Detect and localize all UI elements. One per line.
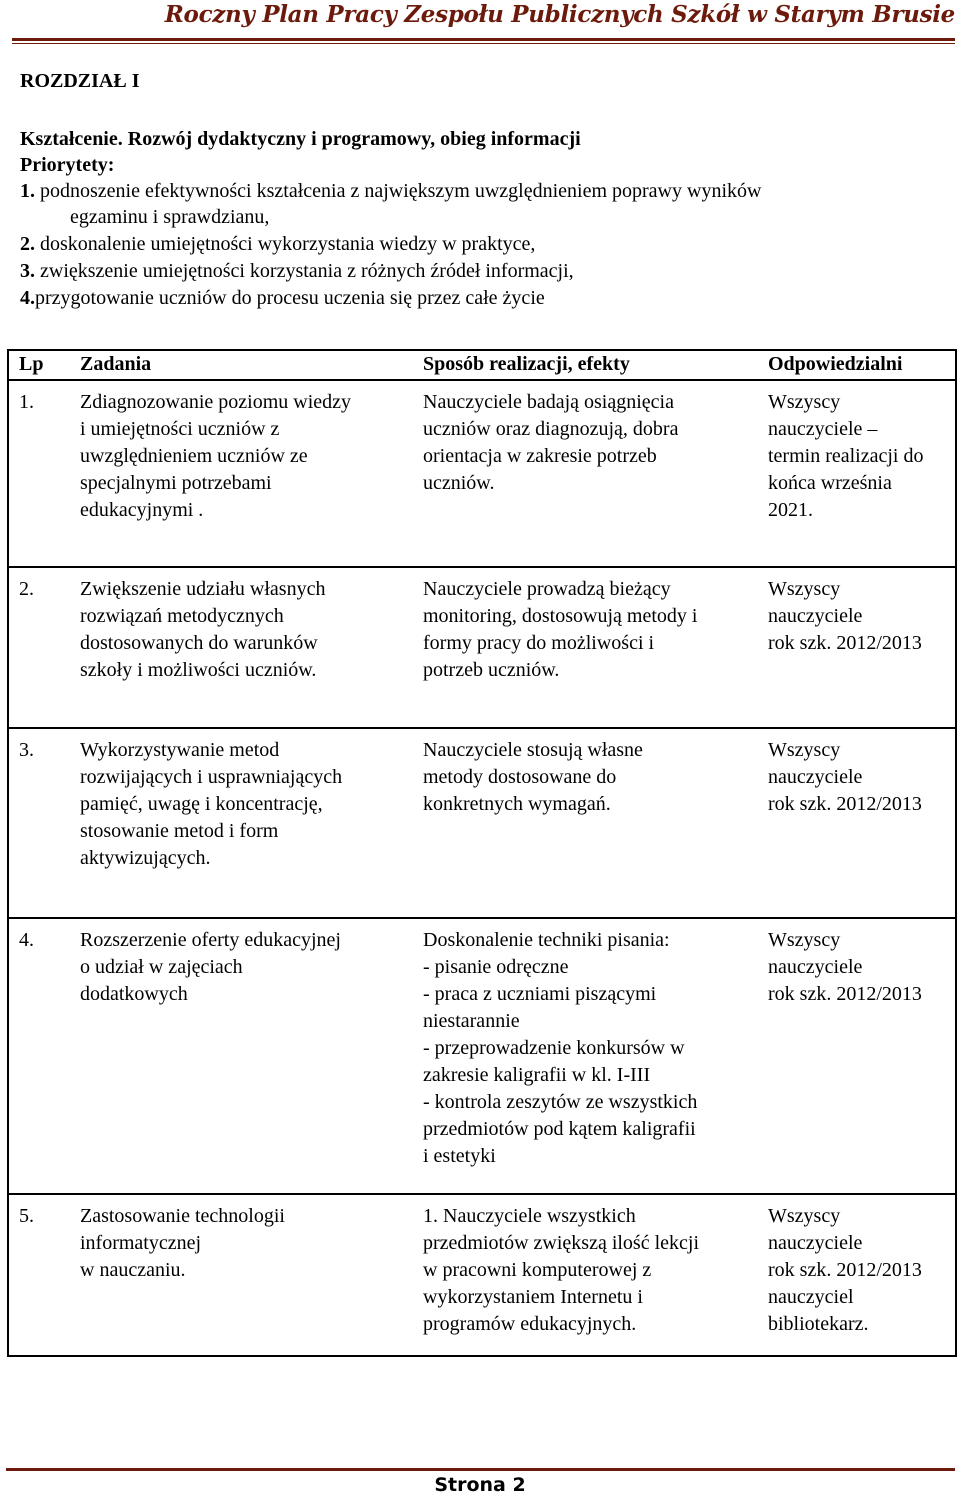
cell-responsible-line: rok szk. 2012/2013 — [768, 632, 922, 654]
cell-method-line: przedmiotów zwiększą ilość lekcji — [423, 1232, 700, 1254]
section-heading — [20, 126, 581, 178]
cell-responsible-line: nauczyciele — [768, 956, 863, 978]
priority-item — [20, 178, 940, 230]
priority-number: 4. — [20, 287, 35, 309]
cell-method-line: wykorzystaniem Internetu i — [423, 1286, 643, 1308]
table-row — [8, 567, 956, 728]
priorities-label: Priorytety: — [20, 154, 115, 176]
table-row — [8, 918, 956, 1194]
cell-task-line: dostosowanych do warunków — [80, 632, 318, 654]
priority-text: podnoszenie efektywności kształcenia z największym uwzględnieniem poprawy wyników — [40, 180, 762, 202]
header-lp: Lp — [8, 350, 72, 380]
cell-method-line: - pisanie odręczne — [423, 956, 569, 978]
cell-method — [415, 1194, 768, 1356]
cell-responsible — [768, 567, 956, 728]
cell-task-line: Zdiagnozowanie poziomu wiedzy — [80, 391, 352, 413]
cell-lp: 5. — [8, 1194, 72, 1356]
cell-task — [72, 1194, 415, 1356]
cell-responsible — [768, 1194, 956, 1356]
priority-number: 1. — [20, 180, 35, 202]
priority-number: 2. — [20, 233, 35, 255]
footer-rule — [6, 1468, 955, 1471]
cell-task-line: rozwiązań metodycznych — [80, 605, 284, 627]
cell-responsible-line: nauczyciele — [768, 605, 863, 627]
cell-method-line: formy pracy do możliwości i — [423, 632, 655, 654]
cell-task — [72, 380, 415, 567]
cell-method-line: niestarannie — [423, 1010, 520, 1032]
header-rule — [12, 38, 955, 41]
cell-task-line: Wykorzystywanie metod — [80, 739, 280, 761]
plan-table — [7, 349, 957, 1357]
cell-method-line: potrzeb uczniów. — [423, 659, 560, 681]
cell-task-line: i umiejętności uczniów z — [80, 418, 280, 440]
cell-method — [415, 380, 768, 567]
header-method: Sposób realizacji, efekty — [415, 350, 768, 380]
cell-responsible-line: bibliotekarz. — [768, 1313, 869, 1335]
cell-task-line: Zastosowanie technologii — [80, 1205, 285, 1227]
cell-responsible-line: 2021. — [768, 499, 813, 521]
cell-responsible-line: rok szk. 2012/2013 — [768, 793, 922, 815]
cell-method-line: programów edukacyjnych. — [423, 1313, 637, 1335]
cell-method-line: Nauczyciele badają osiągnięcia — [423, 391, 674, 413]
header-rule-thin — [12, 43, 955, 44]
cell-method-line: Nauczyciele stosują własne — [423, 739, 643, 761]
cell-task-line: rozwijających i usprawniających — [80, 766, 343, 788]
cell-responsible-line: rok szk. 2012/2013 — [768, 1259, 922, 1281]
cell-responsible-line: nauczyciele — [768, 1232, 863, 1254]
table-row — [8, 380, 956, 567]
cell-responsible-line: nauczyciele – — [768, 418, 878, 440]
priority-item — [20, 285, 940, 311]
cell-responsible-line: Wszyscy — [768, 929, 841, 951]
cell-method-line: Nauczyciele prowadzą bieżący — [423, 578, 671, 600]
cell-method-line: w pracowni komputerowej z — [423, 1259, 652, 1281]
cell-responsible-line: końca września — [768, 472, 892, 494]
cell-responsible-line: Wszyscy — [768, 1205, 841, 1227]
cell-method — [415, 728, 768, 918]
cell-task-line: o udział w zajęciach — [80, 956, 243, 978]
cell-task-line: w nauczaniu. — [80, 1259, 186, 1281]
cell-method-line: - kontrola zeszytów ze wszystkich — [423, 1091, 698, 1113]
cell-task-line: edukacyjnymi . — [80, 499, 204, 521]
cell-task-line: dodatkowych — [80, 983, 188, 1005]
cell-lp: 3. — [8, 728, 72, 918]
cell-method-line: zakresie kaligrafii w kl. I-III — [423, 1064, 651, 1086]
cell-method-line: uczniów oraz diagnozują, dobra — [423, 418, 679, 440]
cell-method-line: - przeprowadzenie konkursów w — [423, 1037, 685, 1059]
cell-task-line: uwzględnieniem uczniów ze — [80, 445, 308, 467]
priority-item — [20, 231, 940, 257]
cell-responsible-line: nauczyciel — [768, 1286, 854, 1308]
priority-text-continued: egzaminu i sprawdzianu, — [70, 206, 270, 228]
cell-task-line: pamięć, uwagę i koncentrację, — [80, 793, 323, 815]
priorities-list — [20, 178, 940, 312]
cell-task — [72, 567, 415, 728]
page-number: Strona 2 — [434, 1474, 526, 1496]
cell-method-line: i estetyki — [423, 1145, 496, 1167]
cell-method — [415, 918, 768, 1194]
cell-lp: 4. — [8, 918, 72, 1194]
cell-method-line: przedmiotów pod kątem kaligrafii — [423, 1118, 696, 1140]
priority-number: 3. — [20, 260, 35, 282]
cell-task-line: specjalnymi potrzebami — [80, 472, 272, 494]
cell-task-line: informatycznej — [80, 1232, 202, 1254]
table-row — [8, 1194, 956, 1356]
cell-task-line: szkoły i możliwości uczniów. — [80, 659, 317, 681]
cell-task-line: Zwiększenie udziału własnych — [80, 578, 326, 600]
priority-text: zwiększenie umiejętności korzystania z różnych źródeł informacji, — [40, 260, 574, 282]
cell-task-line: aktywizujących. — [80, 847, 211, 869]
priority-item — [20, 258, 940, 284]
cell-task-line: Rozszerzenie oferty edukacyjnej — [80, 929, 341, 951]
cell-method-line: metody dostosowane do — [423, 766, 617, 788]
cell-method-line: orientacja w zakresie potrzeb — [423, 445, 657, 467]
cell-task-line: stosowanie metod i form — [80, 820, 279, 842]
cell-responsible — [768, 728, 956, 918]
table-header-row — [8, 350, 956, 380]
cell-responsible-line: termin realizacji do — [768, 445, 924, 467]
priority-text: doskonalenie umiejętności wykorzystania wiedzy w praktyce, — [40, 233, 536, 255]
cell-method-line: 1. Nauczyciele wszystkich — [423, 1205, 636, 1227]
chapter-title: ROZDZIAŁ I — [20, 70, 140, 92]
header-responsible: Odpowiedzialni — [768, 350, 956, 380]
cell-responsible-line: nauczyciele — [768, 766, 863, 788]
cell-lp: 2. — [8, 567, 72, 728]
cell-responsible-line: Wszyscy — [768, 578, 841, 600]
cell-responsible-line: Wszyscy — [768, 739, 841, 761]
priority-text: przygotowanie uczniów do procesu uczenia się przez całe życie — [35, 287, 545, 309]
cell-task — [72, 918, 415, 1194]
cell-method-line: - praca z uczniami piszącymi — [423, 983, 657, 1005]
table-row — [8, 728, 956, 918]
cell-method-line: monitoring, dostosowują metody i — [423, 605, 698, 627]
section-title: Kształcenie. Rozwój dydaktyczny i programowy, obieg informacji — [20, 128, 581, 150]
cell-responsible-line: Wszyscy — [768, 391, 841, 413]
cell-method-line: uczniów. — [423, 472, 495, 494]
cell-method — [415, 567, 768, 728]
cell-lp: 1. — [8, 380, 72, 567]
cell-responsible — [768, 918, 956, 1194]
running-header-title: Roczny Plan Pracy Zespołu Publicznych Szkół w Starym Brusie — [164, 1, 955, 28]
cell-task — [72, 728, 415, 918]
cell-responsible-line: rok szk. 2012/2013 — [768, 983, 922, 1005]
cell-responsible — [768, 380, 956, 567]
header-tasks: Zadania — [72, 350, 415, 380]
cell-method-line: Doskonalenie techniki pisania: — [423, 929, 670, 951]
cell-method-line: konkretnych wymagań. — [423, 793, 611, 815]
